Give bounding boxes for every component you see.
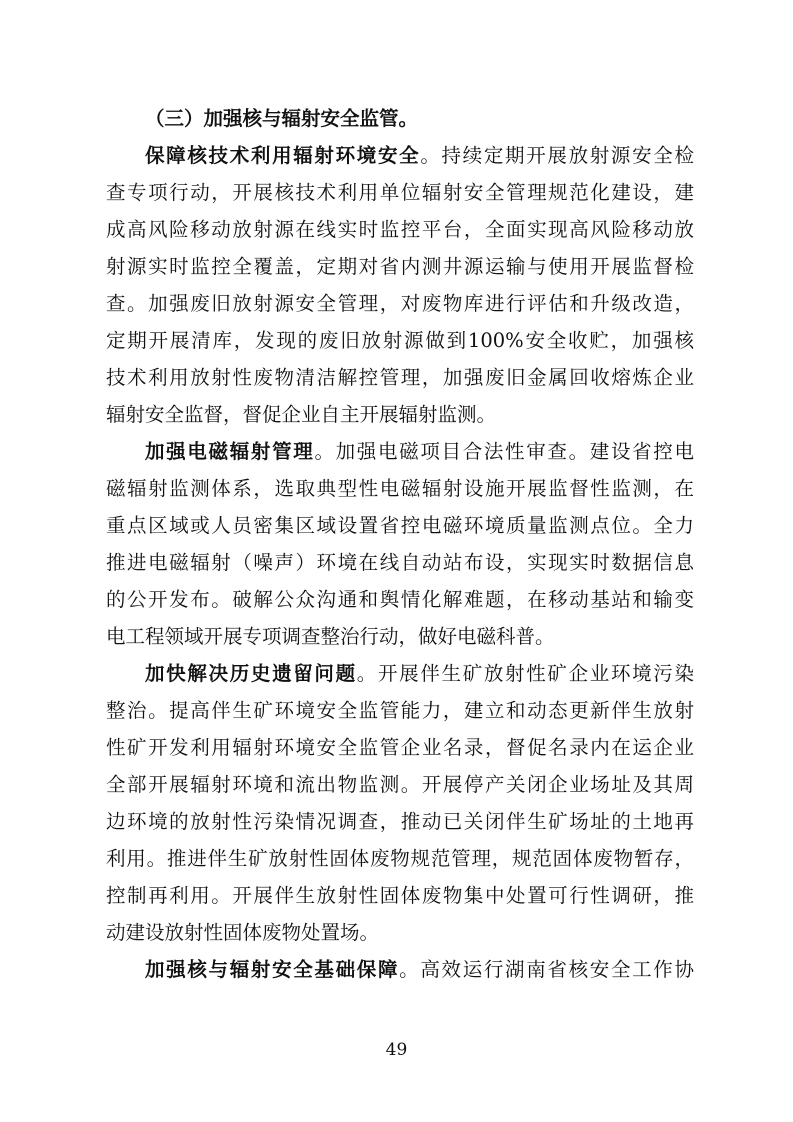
paragraph-1-line-5: 查。加强废旧放射源安全管理，对废物库进行评估和升级改造， — [106, 292, 694, 315]
paragraph-3-line-3: 性矿开发利用辐射环境安全监管企业名录，督促名录内在运企业 — [106, 736, 694, 759]
paragraph-3-line-8: 动建设放射性固体废物处置场。 — [106, 921, 380, 944]
paragraph-1-line-3: 成高风险移动放射源在线实时监控平台，全面实现高风险移动放 — [106, 218, 694, 241]
paragraph-1-line-8: 辐射安全监督，督促企业自主开展辐射监测。 — [106, 403, 497, 426]
paragraph-2-heading: 加强电磁辐射管理 — [145, 440, 315, 463]
paragraph-3-line-6: 利用。推进伴生矿放射性固体废物规范管理，规范固体废物暂存， — [106, 847, 694, 870]
paragraph-1-line-4: 射源实时监控全覆盖，定期对省内测井源运输与使用开展监督检 — [106, 255, 694, 278]
paragraph-3-heading: 加快解决历史遗留问题 — [145, 662, 357, 685]
paragraph-1-line-7: 技术利用放射性废物清洁解控管理，加强废旧金属回收熔炼企业 — [106, 366, 694, 389]
paragraph-2-text: 。加强电磁项目合法性审查。建设省控电 — [314, 440, 694, 463]
paragraph-2-line-4: 推进电磁辐射（噪声）环境在线自动站布设，实现实时数据信息 — [106, 551, 694, 574]
paragraph-3-text: 。开展伴生矿放射性矿企业环境污染 — [356, 662, 694, 685]
paragraph-2-line-2: 磁辐射监测体系，选取典型性电磁辐射设施开展监督性监测，在 — [106, 477, 694, 500]
paragraph-2-line-6: 电工程领域开展专项调查整治行动，做好电磁科普。 — [106, 625, 555, 648]
paragraph-2-line-3: 重点区域或人员密集区域设置省控电磁环境质量监测点位。全力 — [106, 514, 694, 537]
document-body — [106, 100, 694, 988]
paragraph-3-line-7: 控制再利用。开展伴生放射性固体废物集中处置可行性调研，推 — [106, 884, 694, 907]
paragraph-4-text: 。高效运行湖南省核安全工作协 — [399, 958, 694, 981]
paragraph-2-line-5: 的公开发布。破解公众沟通和舆情化解难题，在移动基站和输变 — [106, 588, 694, 611]
page-number: 49 — [385, 1040, 408, 1060]
paragraph-4-line-1 — [106, 951, 694, 988]
paragraph-3-line-4: 全部开展辐射环境和流出物监测。开展停产关闭企业场址及其周 — [106, 773, 694, 796]
paragraph-1-heading: 保障核技术利用辐射环境安全 — [145, 144, 421, 167]
paragraph-1-line-1 — [106, 137, 694, 174]
paragraph-3-line-2: 整治。提高伴生矿环境安全监管能力，建立和动态更新伴生放射 — [106, 699, 694, 722]
paragraph-2-line-1 — [106, 433, 694, 470]
paragraph-1-text: 。持续定期开展放射源安全检 — [420, 144, 694, 167]
paragraph-3-line-5: 边环境的放射性污染情况调查，推动已关闭伴生矿场址的土地再 — [106, 810, 694, 833]
paragraph-1-line-2: 查专项行动，开展核技术利用单位辐射安全管理规范化建设，建 — [106, 181, 694, 204]
paragraph-1-line-6: 定期开展清库，发现的废旧放射源做到100%安全收贮，加强核 — [106, 329, 694, 352]
paragraph-3-line-1 — [106, 655, 694, 692]
paragraph-4-heading: 加强核与辐射安全基础保障 — [145, 958, 400, 981]
section-title: （三）加强核与辐射安全监管。 — [145, 107, 419, 130]
